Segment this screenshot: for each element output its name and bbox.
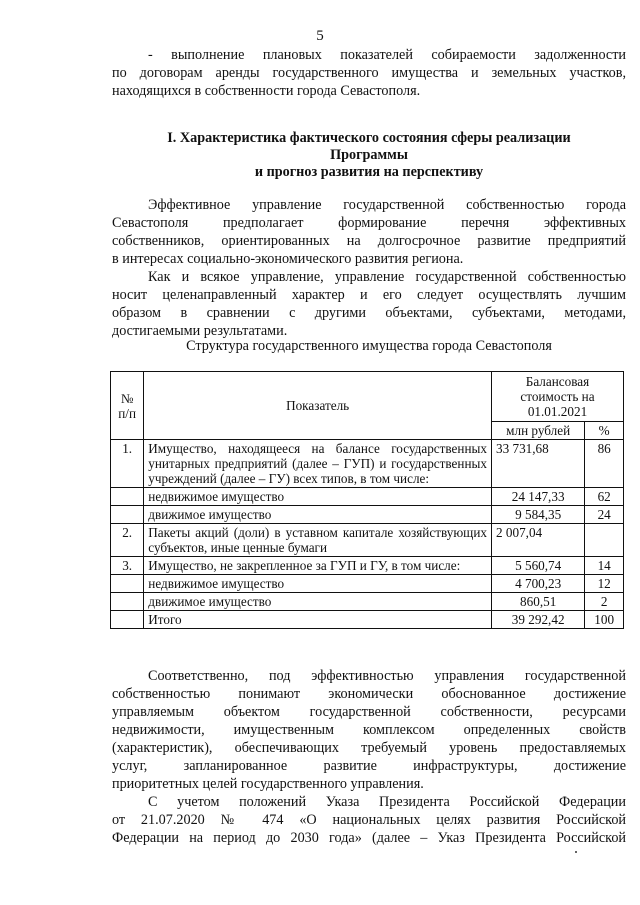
text-line: недвижимости, имущественным комплексом определенных свойств xyxy=(112,722,626,738)
table-row xyxy=(111,506,624,524)
intro-paragraph xyxy=(112,46,626,100)
section-heading xyxy=(112,130,626,181)
row-value: 860,51 xyxy=(491,593,584,611)
row-label: недвижимое имущество xyxy=(144,575,492,593)
row-label: Имущество, не закрепленное за ГУП и ГУ, в том числе: xyxy=(144,557,492,575)
header-pct: % xyxy=(585,422,624,440)
row-value: 4 700,23 xyxy=(491,575,584,593)
row-pct: 12 xyxy=(585,575,624,593)
table-row xyxy=(111,488,624,506)
table-row xyxy=(111,524,624,557)
row-num: 3. xyxy=(111,557,144,575)
row-label: Пакеты акций (доли) в уставном капитале хозяйствующих субъектов, иные ценные бумаги xyxy=(144,524,492,557)
scan-speck xyxy=(575,851,577,853)
row-num xyxy=(111,611,144,629)
text-line: носит целенаправленный характер и его следует осуществлять лучшим xyxy=(112,287,626,303)
row-value: 5 560,74 xyxy=(491,557,584,575)
paragraph-2 xyxy=(112,268,626,340)
page-number: 5 xyxy=(316,28,324,44)
text-line: Севастополя предполагает формирование перечня эффективных xyxy=(112,215,626,231)
row-num: 1. xyxy=(111,440,144,488)
text-line: собственностью понимают экономически обоснованное достижение xyxy=(112,686,626,702)
text-line: услуг, запланированное развитие инфраструктуры, достижение xyxy=(112,758,626,774)
row-label: Итого xyxy=(144,611,492,629)
row-label: недвижимое имущество xyxy=(144,488,492,506)
row-value: 9 584,35 xyxy=(491,506,584,524)
row-num: 2. xyxy=(111,524,144,557)
text-line: Федерации на период до 2030 года» (далее – Указ Президента Российской xyxy=(112,830,626,846)
row-num xyxy=(111,506,144,524)
text-line: образом в сравнении с другими объектами, субъектами, методами, xyxy=(112,305,626,321)
property-structure-table xyxy=(110,371,624,629)
paragraph-4 xyxy=(112,793,626,847)
text-line: (характеристик), обеспечивающих требуемый уровень предоставляемых xyxy=(112,740,626,756)
table-row xyxy=(111,593,624,611)
text-line: Эффективное управление государственной собственностью города xyxy=(148,197,626,213)
text-line: достигаемыми результатами. xyxy=(112,323,288,339)
text-line: находящихся в собственности города Севастополя. xyxy=(112,83,421,99)
table-row xyxy=(111,440,624,488)
row-num xyxy=(111,575,144,593)
header-num: № п/п xyxy=(111,372,144,440)
row-num xyxy=(111,593,144,611)
text-line: в интересах социально-экономического развития региона. xyxy=(112,251,464,267)
row-label: движимое имущество xyxy=(144,593,492,611)
table-row xyxy=(111,557,624,575)
text-line: - выполнение плановых показателей собираемости задолженности xyxy=(148,47,626,63)
table-caption: Структура государственного имущества города Севастополя xyxy=(186,338,552,354)
header-balance: Балансовая стоимость на 01.01.2021 xyxy=(491,372,623,422)
text-line: по договорам аренды государственного имущества и земельных участков, xyxy=(112,65,626,81)
heading-line: и прогноз развития на перспективу xyxy=(254,164,484,180)
row-label: Имущество, находящееся на балансе государственных унитарных предприятий (далее – ГУП) и государственных учреждений (далее – ГУ) всех типов, в том числе: xyxy=(144,440,492,488)
row-pct xyxy=(585,524,624,557)
text-line: С учетом положений Указа Президента Российской Федерации xyxy=(148,794,626,810)
text-line: Соответственно, под эффективностью управления государственной xyxy=(148,668,626,684)
text-line: от 21.07.2020 № 474 «О национальных целях развития Российской xyxy=(112,812,626,828)
row-num xyxy=(111,488,144,506)
row-label: движимое имущество xyxy=(144,506,492,524)
heading-line: I. Характеристика фактического состояния сферы реализации xyxy=(167,130,571,146)
row-pct: 2 xyxy=(585,593,624,611)
header-mln: млн рублей xyxy=(491,422,584,440)
text-line: приоритетных целей государственного управления. xyxy=(112,776,424,792)
header-indicator: Показатель xyxy=(144,372,492,440)
heading-line: Программы xyxy=(330,147,408,163)
row-pct: 86 xyxy=(585,440,624,488)
text-line: Как и всякое управление, управление государственной собственностью xyxy=(148,269,626,285)
row-value: 33 731,68 xyxy=(491,440,584,488)
row-pct: 100 xyxy=(585,611,624,629)
row-value: 2 007,04 xyxy=(491,524,584,557)
row-value: 39 292,42 xyxy=(491,611,584,629)
table-row-total xyxy=(111,611,624,629)
row-pct: 24 xyxy=(585,506,624,524)
row-value: 24 147,33 xyxy=(491,488,584,506)
row-pct: 14 xyxy=(585,557,624,575)
paragraph-3 xyxy=(112,667,626,793)
table-row xyxy=(111,575,624,593)
paragraph-1 xyxy=(112,196,626,268)
text-line: собственников, ориентированных на долгосрочное развитие предприятий xyxy=(112,233,626,249)
row-pct: 62 xyxy=(585,488,624,506)
text-line: управляемым объектом государственной собственности, ресурсами xyxy=(112,704,626,720)
